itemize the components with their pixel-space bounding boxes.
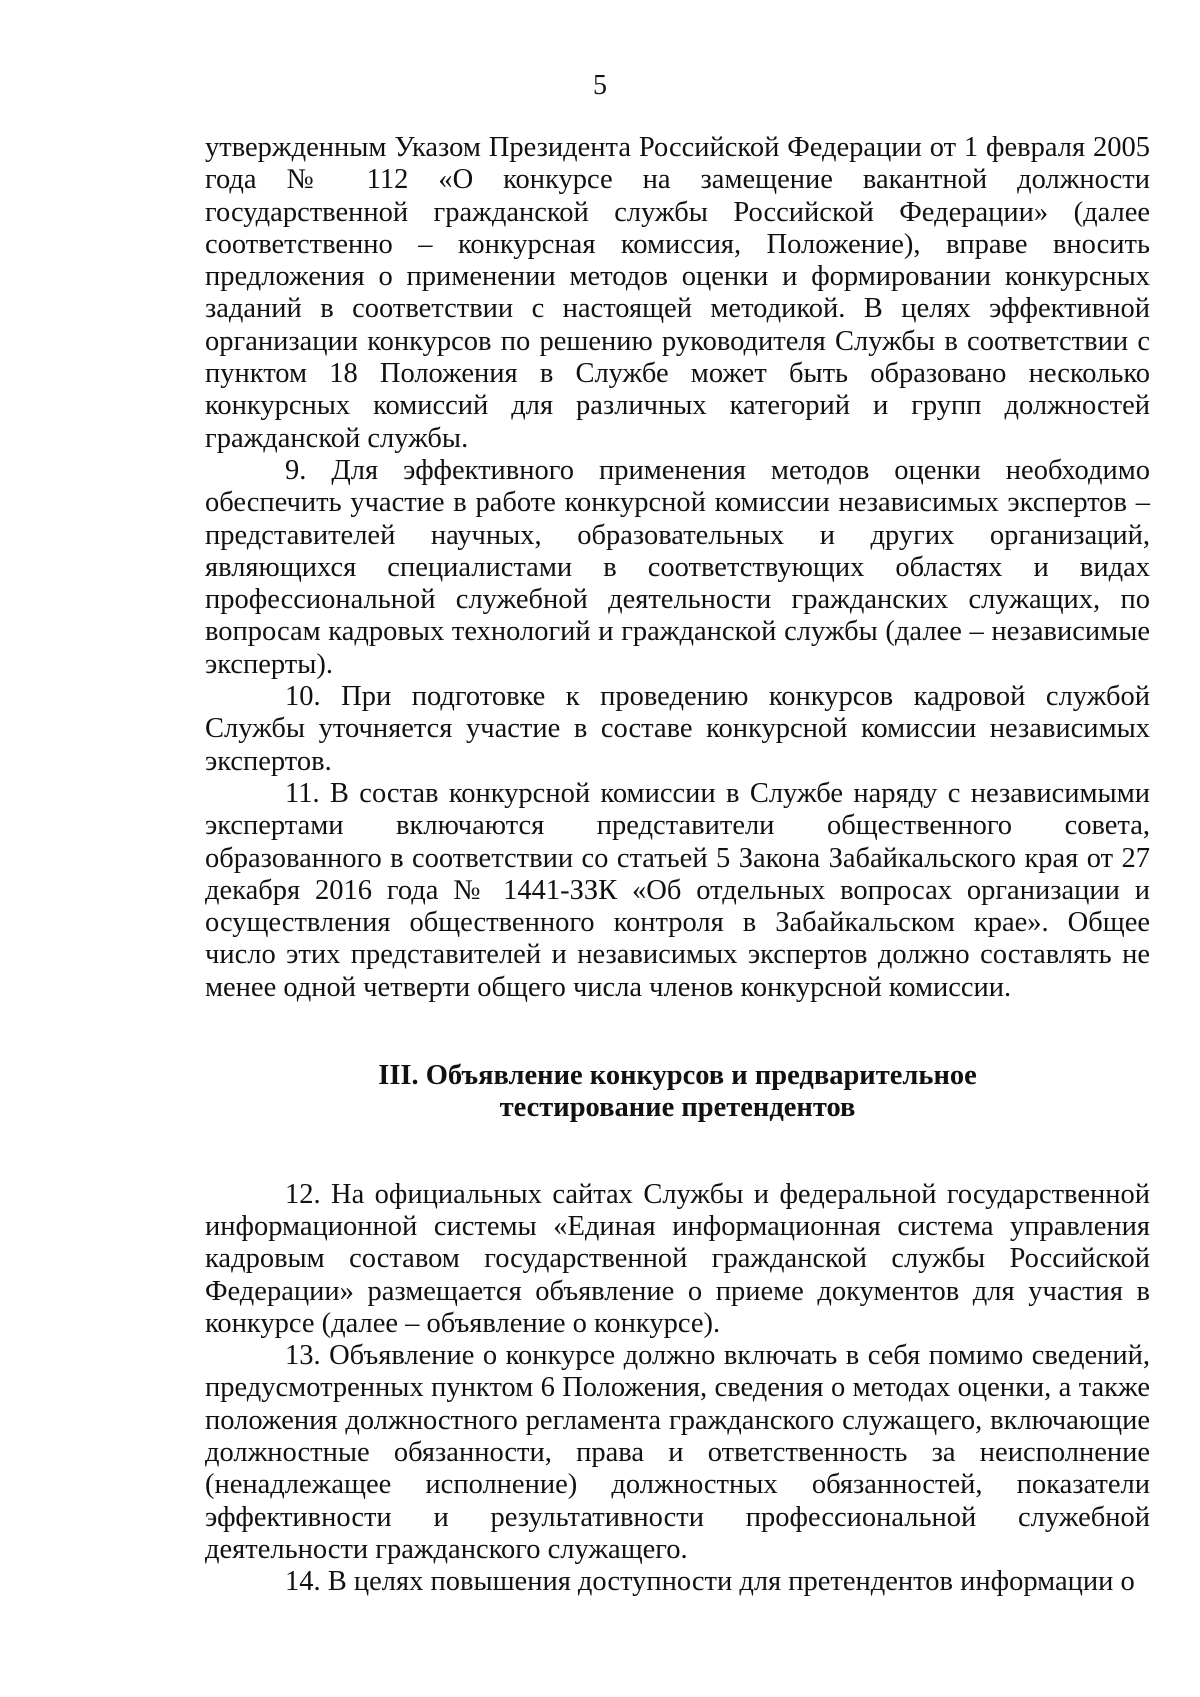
paragraph-item-12: 12. На официальных сайтах Службы и федеральной государственной информационной системы «Единая информационная система управления кадровым составом государственной гражданской службы Российской Федерации» размещается объявление о приеме документов для участия в конкурсе (далее – объявление о конкурсе). [205,1178,1150,1339]
paragraph-item-14: 14. В целях повышения доступности для претендентов информации о [285,1566,1135,1598]
document-body [205,132,1150,1598]
paragraph-item-9: 9. Для эффективного применения методов оценки необходимо обеспечить участие в работе конкурсной комиссии независимых экспертов – представителей научных, образовательных и других организаций, являющихся специалистами в соответствующих областях и видах профессиональной служебной деятельности гражданских служащих, по вопросам кадровых технологий и гражданской службы (далее – независимые эксперты). [205,454,1150,680]
section-heading [205,1060,1150,1125]
section-heading-line-2: тестирование претендентов [499,1092,856,1124]
paragraph-item-11: 11. В состав конкурсной комиссии в Службе наряду с независимыми экспертами включаются представители общественного совета, образованного в соответствии со статьей 5 Закона Забайкальского края от 27 декабря 2016 года № 1441-ЗЗК «Об отдельных вопросах организации и осуществления общественного контроля в Забайкальском крае». Общее число этих представителей и независимых экспертов должно составлять не менее одной четверти общего числа членов конкурсной комиссии. [205,777,1150,1003]
paragraph-item-10: 10. При подготовке к проведению конкурсов кадровой службой Службы уточняется участие в составе конкурсной комиссии независимых экспертов. [205,681,1150,777]
paragraph-item-13: 13. Объявление о конкурсе должно включать в себя помимо сведений, предусмотренных пунктом 6 Положения, сведения о методах оценки, а также положения должностного регламента гражданского служащего, включающие должностные обязанности, права и ответственность за неисполнение (ненадлежащее исполнение) должностных обязанностей, показатели эффективности и результативности профессиональной служебной деятельности гражданского служащего. [205,1340,1150,1565]
page-number: 5 [593,70,607,101]
paragraph-continuation: утвержденным Указом Президента Российской Федерации от 1 февраля 2005 года № 112 «О конкурсе на замещение вакантной должности государственной гражданской службы Российской Федерации» (далее соответственно – конкурсная комиссия, Положение), вправе вносить предложения о применении методов оценки и формировании конкурсных заданий в соответствии с настоящей методикой. В целях эффективной организации конкурсов по решению руководителя Службы в соответствии с пунктом 18 Положения в Службе может быть образовано несколько конкурсных комиссий для различных категорий и групп должностей гражданской службы. [205,132,1150,454]
section-heading-line-1: III. Объявление конкурсов и предварительное [378,1060,977,1092]
